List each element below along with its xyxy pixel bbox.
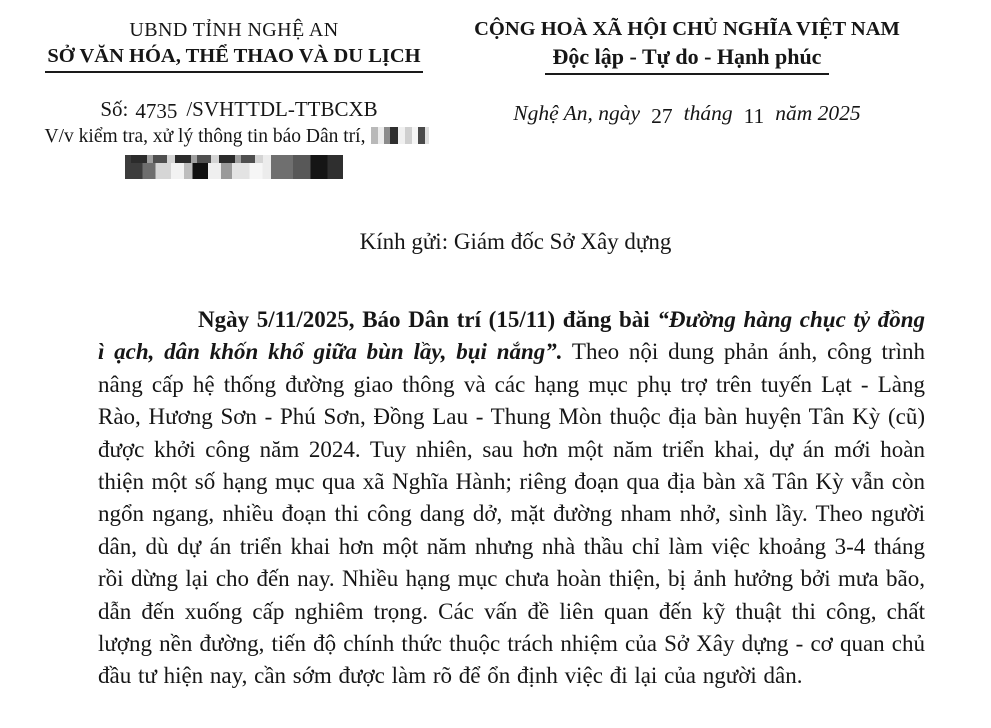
org-name-text: SỞ VĂN HÓA, THỂ THAO VÀ DU LỊCH — [45, 44, 422, 73]
document-number-value: 4735 — [135, 99, 178, 123]
place-date-line — [462, 101, 912, 126]
issuing-authority-block — [38, 18, 430, 179]
national-header-block — [462, 17, 912, 126]
document-subject-line — [12, 125, 462, 149]
date-month-label: tháng — [683, 101, 733, 125]
org-name — [38, 44, 430, 73]
body-content: Theo nội dung phản ánh, công trình nâng cấp hệ thống đường giao thông và các hạng mục phụ trợ trên tuyến Lạt - Làng Rào, Hương Sơn - Phú Sơn, Đồng Lau - Thung Mòn thuộc địa bàn huyện Tân Kỳ (cũ) được khởi công năm 2024. Tuy nhiên, sau hơn một năm triển khai, dự án mới hoàn thiện một số hạng mục qua xã Nghĩa Hành; riêng đoạn qua địa bàn xã Tân Kỳ vẫn còn ngổn ngang, nhiều đoạn thi công dang dở, mặt đường nham nhở, sình lầy. Theo người dân, dù dự án triển khai hơn một năm nhưng nhà thầu chỉ làm việc khoảng 3-4 tháng rồi dừng lại cho đến nay. Nhiều hạng mục chưa hoàn thiện, bị ảnh hưởng bởi mưa bão, dẫn đến xuống cấp nghiêm trọng. Các vấn đề liên quan đến kỹ thuật thi công, chất lượng nền đường, tiến độ chính thức thuộc trách nhiệm của Sở Xây dựng - cơ quan chủ đầu tư hiện nay, cần sớm được làm rõ để ổn định việc đi lại của người dân. — [98, 339, 925, 689]
national-motto-text: Độc lập - Tự do - Hạnh phúc — [545, 44, 830, 75]
date-year-label: năm 2025 — [775, 101, 861, 125]
redaction-pixelation-2 — [125, 155, 343, 179]
body-paragraph — [98, 304, 925, 693]
national-motto — [462, 44, 912, 75]
salutation-line: Kính gửi: Giám đốc Sở Xây dựng — [359, 229, 672, 254]
parent-org-name: UBND TỈNH NGHỆ AN — [129, 19, 339, 41]
national-title: CỘNG HOÀ XÃ HỘI CHỦ NGHĨA VIỆT NAM — [474, 18, 900, 40]
date-day-value: 27 — [651, 104, 673, 128]
article-title: “Đường hàng chục tỷ đồng ì ạch, dân khốn khổ giữa bùn lầy, bụi nắng”. — [98, 307, 925, 365]
document-number-label: Số: — [100, 97, 129, 121]
document-number-code: /SVHTTDL-TTBCXB — [186, 97, 378, 121]
place-date-prefix: Nghệ An, ngày — [513, 101, 641, 125]
document-number-line — [48, 97, 430, 122]
redaction-pixelation-1 — [371, 127, 429, 144]
date-month-value: 11 — [743, 104, 765, 128]
document-subject-text: V/v kiểm tra, xử lý thông tin báo Dân trí, — [44, 126, 366, 147]
article-date-intro: Ngày 5/11/2025, Báo Dân trí (15/11) đăng bài — [198, 307, 658, 332]
